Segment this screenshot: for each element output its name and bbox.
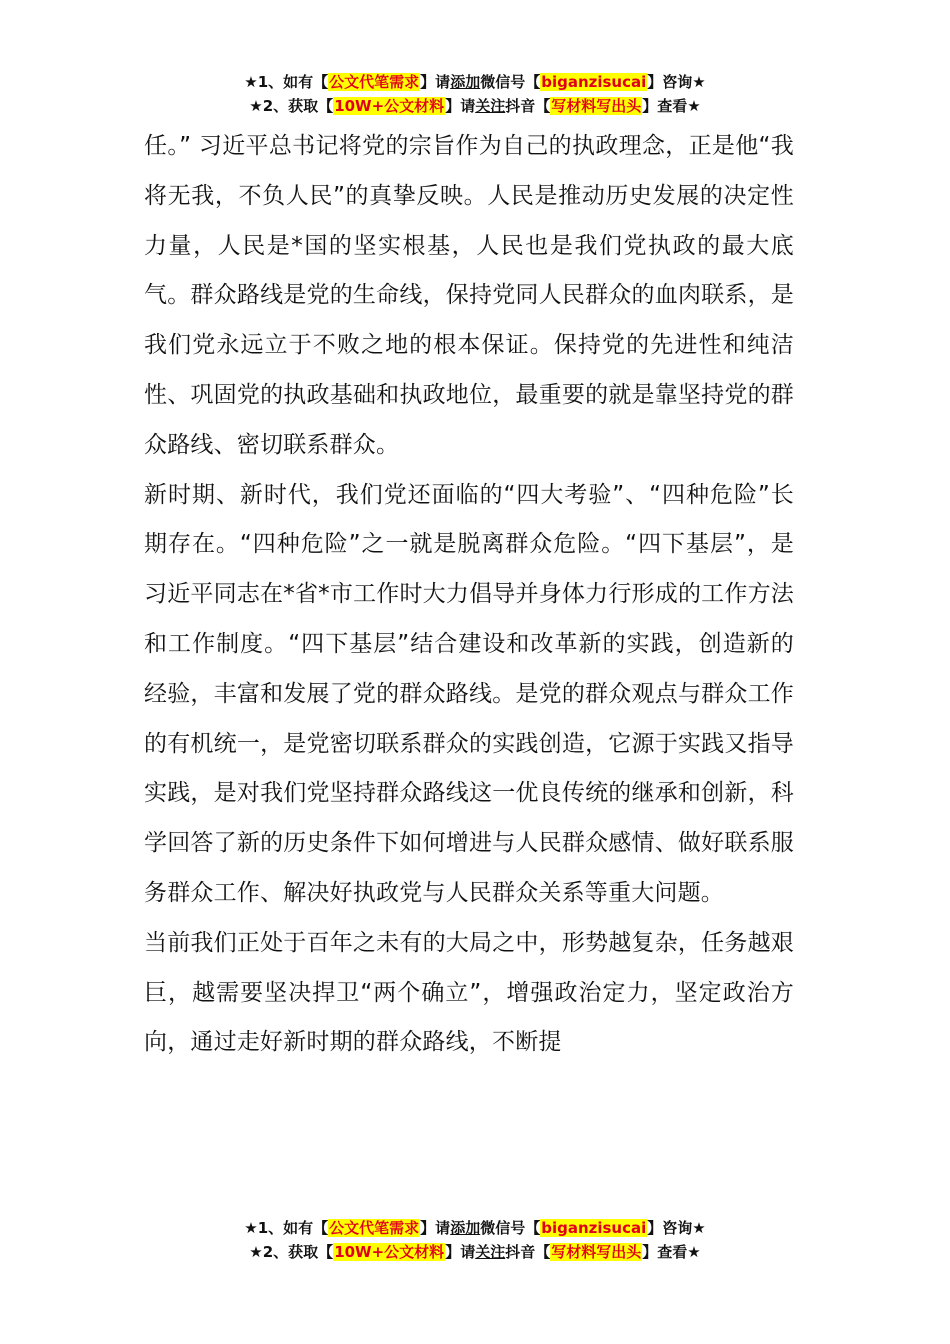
header-highlight-douyin: 写材料写出头 [551, 97, 642, 115]
header-highlight-ghostwriting: 公文代笔需求 [329, 73, 420, 91]
header-line-2-suffix: 】查看★ [642, 97, 701, 115]
header-highlight-wechat-id: biganzisucai [541, 73, 647, 91]
footer-line-1-middle: 】请 [420, 1219, 451, 1237]
footer-highlight-douyin: 写材料写出头 [551, 1243, 642, 1261]
footer-banner [0, 1216, 950, 1264]
header-line-2-prefix: ★2、获取【 [249, 97, 334, 115]
footer-line-2 [0, 1240, 950, 1264]
header-banner [0, 70, 950, 118]
footer-highlight-ghostwriting: 公文代笔需求 [329, 1219, 420, 1237]
header-line-1-emph: 添加 [450, 73, 481, 91]
footer-line-2-middle-2: 抖音【 [505, 1243, 551, 1261]
paragraph-3: 当前我们正处于百年之未有的大局之中，形势越复杂，任务越艰巨，越需要坚决捍卫“两个确立”，增强政治定力，坚定政治方向，通过走好新时期的群众路线，不断提 [144, 929, 794, 1056]
header-line-1-middle-2: 微信号【 [480, 73, 541, 91]
footer-line-2-prefix: ★2、获取【 [249, 1243, 334, 1261]
footer-line-1-suffix: 】咨询★ [647, 1219, 706, 1237]
footer-line-1 [0, 1216, 950, 1240]
header-line-2-middle: 】请 [445, 97, 476, 115]
header-line-1 [0, 70, 950, 94]
footer-line-1-prefix: ★1、如有【 [244, 1219, 329, 1237]
footer-line-2-middle: 】请 [445, 1243, 476, 1261]
footer-line-1-middle-2: 微信号【 [480, 1219, 541, 1237]
header-line-2-middle-2: 抖音【 [505, 97, 551, 115]
header-line-1-middle: 】请 [420, 73, 451, 91]
footer-highlight-materials: 10W+公文材料 [334, 1243, 445, 1261]
paragraph-2: 新时期、新时代，我们党还面临的“四大考验”、“四种危险”长期存在。“四种危险”之一就是脱离群众危险。“四下基层”，是习近平同志在*省*市工作时大力倡导并身体力行形成的工作方法和工作制度。“四下基层”结合建设和改革新的实践，创造新的经验，丰富和发展了党的群众路线。是党的群众观点与群众工作的有机统一，是党密切联系群众的实践创造，它源于实践又指导实践，是对我们党坚持群众路线这一优良传统的继承和创新，科学回答了新的历史条件下如何增进与人民群众感情、做好联系服务群众工作、解决好执政党与人民群众关系等重大问题。 [144, 481, 794, 906]
paragraph-1: 任。” 习近平总书记将党的宗旨作为自己的执政理念，正是他“我将无我，不负人民”的真挚反映。人民是推动历史发展的决定性力量，人民是*国的坚实根基，人民也是我们党执政的最大底气。群众路线是党的生命线，保持党同人民群众的血肉联系，是我们党永远立于不败之地的根本保证。保持党的先进性和纯洁性、巩固党的执政基础和执政地位，最重要的就是靠坚持党的群众路线、密切联系群众。 [144, 133, 794, 458]
footer-line-2-emph: 关注 [475, 1243, 506, 1261]
header-line-2-emph: 关注 [475, 97, 506, 115]
footer-line-1-emph: 添加 [450, 1219, 481, 1237]
document-body [144, 122, 794, 1068]
header-highlight-materials: 10W+公文材料 [334, 97, 445, 115]
header-line-2 [0, 94, 950, 118]
footer-highlight-wechat-id: biganzisucai [541, 1219, 647, 1237]
header-line-1-prefix: ★1、如有【 [244, 73, 329, 91]
footer-line-2-suffix: 】查看★ [642, 1243, 701, 1261]
header-line-1-suffix: 】咨询★ [647, 73, 706, 91]
